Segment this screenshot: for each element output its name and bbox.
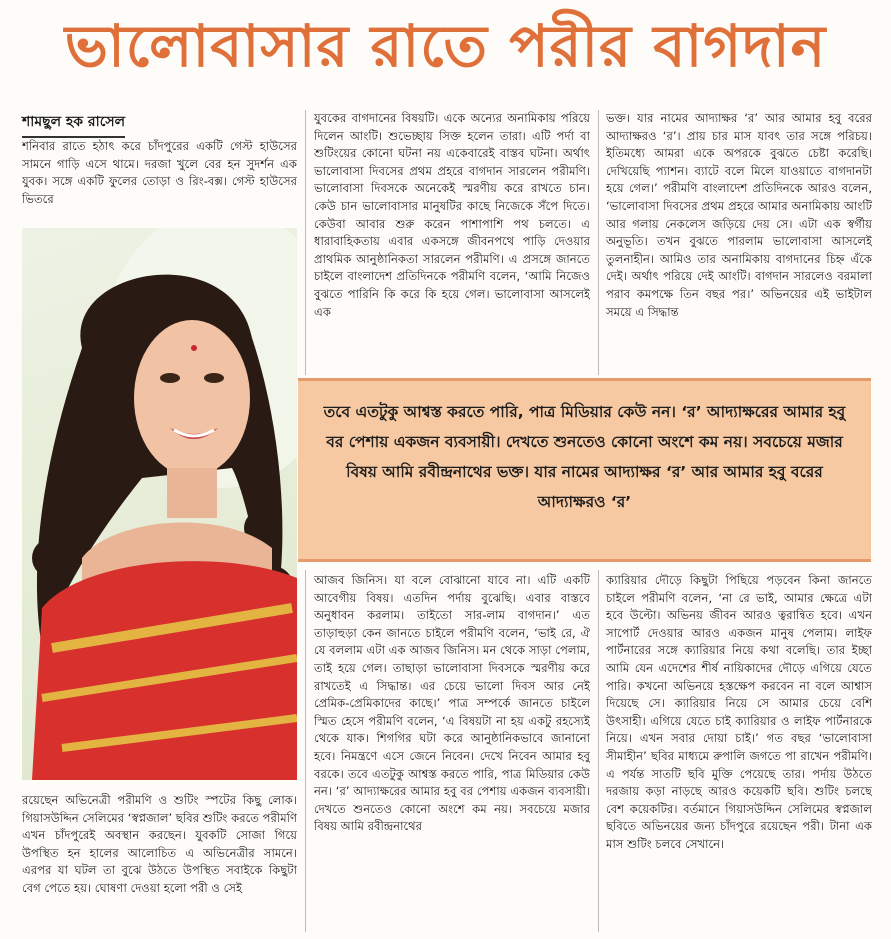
column-divider [305,110,306,375]
article-paragraph: ভক্ত। যার নামের আদ্যাক্ষর ‘র’ আর আমার হবু বরের আদ্যাক্ষরও ‘র’। প্রায় চার মাস যাবৎ তার সঙ্গে পরিচয়। ইতিমধ্যে আমরা একে অপরকে বুঝতে চেষ্টা করেছি। দেখিয়েছি প্যাশন। ব্যাটে বলে মিলে যাওয়াতে বাগদানটা হয়ে গেল।’ পরীমণি বাংলাদেশ প্রতিদিনকে আরও বলেন, ‘ভালোবাসা দিবসের প্রথম প্রহরে আমার অনামিকায় আংটি আর গলায় নেকলেস জড়িয়ে দেয় সে। এটা এক স্বর্গীয় অনুভূতি। তখন বুঝতে পারলাম ভালোবাসা আসলেই তুলনাহীন। আমিও তার অনামিকায় বাগদানের চিহ্ন এঁকে দেই। অর্থাৎ পরিয়ে দেই আংটি। বাগদান সারলেও বরমালা পরাব কমপক্ষে তিন বছর পর।’ অভিনয়ের এই ভাইটাল সময়ে এ সিদ্ধান্ত [606,111,872,319]
article-paragraph: যুবকের বাগদানের বিষয়টি। একে অন্যের অনামিকায় পরিয়ে দিলেন আংটি। শুভেচ্ছায় সিক্ত হলেন তারা। এটি পর্দা বা শুটিংয়ের কোনো ঘটনা নয় একেবারেই বাস্তব ঘটনা। অর্থাৎ ভালোবাসা দিবসের প্রথম প্রহরে বাগদান সারলেন পরীমণি। ভালোবাসা দিবসকে অনেকেই স্মরণীয় করে রাখতে চান। কেউ চান ভালোবাসার মানুষটির কাছে নিজেকে সঁপে দিতে। কেউবা আবার শুরু করেন পাশাপাশি পথ চলতে। এ ধারাবাহিকতায় এবার একসঙ্গে জীবনপথে পাড়ি দেওয়ার প্রাথমিক আনুষ্ঠানিকতা সারলেন পরীমণি। এ প্রসঙ্গে জানতে চাইলে বাংলাদেশ প্রতিদিনকে পরীমণি বলেন, ‘আমি নিজেও বুঝতে পারিনি কি করে কি হয়ে গেল। ভালোবাসা আসলেই এক [314,111,590,319]
column-3-top [606,110,872,374]
article-paragraph: রয়েছেন অভিনেত্রী পরীমণি ও শুটিং স্পটের কিছু লোক। গিয়াসউদ্দিন সেলিমের ‘স্বপ্নজাল’ ছবির শুটিং করতে পরীমণি এখন চাঁদপুরেই অবস্থান করছেন। যুবকটি সোজা গিয়ে উপস্থিত হন হালের আলোচিত এ অভিনেত্রীর সামনে। এরপর যা ঘটল তা বুঝে উঠতে উপস্থিত সবাইকে কিছুটা বেগ পেতে হয়। ঘোষণা দেওয়া হলো পরী ও সেই [22,793,297,895]
column-divider [598,110,599,375]
column-2-bottom [314,572,590,932]
portrait-illustration [22,228,297,780]
pull-quote: তবে এতটুকু আশ্বস্ত করতে পারি, পাত্র মিডিয়ার কেউ নন। ‘র’ আদ্যাক্ষরের আমার হবু বর পেশায় একজন ব্যবসায়ী। দেখতে শুনতেও কোনো অংশে কম নয়। সবচেয়ে মজার বিষয় আমি রবীন্দ্রনাথের ভক্ত। যার নামের আদ্যাক্ষর ‘র’ আর আমার হবু বরের আদ্যাক্ষরও ‘র’ [298,378,871,562]
column-3-bottom [606,572,872,932]
column-divider [305,570,306,932]
article-paragraph: ক্যারিয়ার দৌড়ে কিছুটা পিছিয়ে পড়বেন কিনা জানতে চাইলে পরীমণি বলেন, ‘না রে ভাই, আমার ক্ষেত্রে এটা হবে উল্টো। অভিনয় জীবন আরও ত্বরান্বিত হবে। এখন সাপোর্ট দেওয়ার আরও একজন মানুষ পেলাম। লাইফ পার্টনারের সঙ্গে ক্যারিয়ার নিয়ে কথা বলেছি। তার ইচ্ছা আমি যেন এদেশের শীর্ষ নায়িকাদের দৌড়ে এগিয়ে যেতে পারি। কখনো অভিনয়ে হস্তক্ষেপ করবেন না বলে আশ্বাস দিয়েছে সে। ক্যারিয়ার নিয়ে সে আমার চেয়ে বেশি উৎসাহী। এগিয়ে যেতে চাই ক্যারিয়ার ও লাইফ পার্টনারকে নিয়ে। এখন সবার দোয়া চাই।’ গত বছর ‘ভালোবাসা সীমাহীন’ ছবির মাধ্যমে রুপালি জগতে পা রাখেন পরীমণি। এ পর্যন্ত সাতটি ছবি মুক্তি পেয়েছে তার। পর্দায় উঠতে দরজায় কড়া নাড়ছে আরও কয়েকটি ছবি। শুটিং চলছে বেশ কয়েকটির। বর্তমানে গিয়াসউদ্দিন সেলিমের স্বপ্নজাল ছবিতে অভিনয়ের জন্য চাঁদপুরে রয়েছেন পরী। টানা এক মাস শুটিং চলবে সেখানে। [606,573,872,851]
article-paragraph: শনিবার রাতে হঠাৎ করে চাঁদপুরের একটি গেস্ট হাউসের সামনে গাড়ি এসে থামে। দরজা খুলে বের হন সুদর্শন এক যুবক। সঙ্গে একটি ফুলের তোড়া ও রিং-বক্স। গেস্ট হাউসের ভিতরে [22,139,297,206]
headline: ভালোবাসার রাতে পরীর বাগদান [64,12,827,80]
byline: শামছুল হক রাসেল [22,110,125,138]
column-1-top [22,138,297,224]
article-paragraph: আজব জিনিস। যা বলে বোঝানো যাবে না। এটি একটি আবেগীয় বিষয়। এতদিন পর্দায় বুঝেছি। এবার বাস্তবে অনুধাবন করলাম। তাইতো সার-লাম বাগদান।’ এত তাড়াহুড়া কেন জানতে চাইলে পরীমণি বলেন, ‘ভাই রে, ঐ যে বললাম এটা এক আজব জিনিস। মন থেকে সাড়া পেলাম, তাই হয়ে গেল। তাছাড়া ভালোবাসা দিবসকে স্মরণীয় করে রাখতেই এ সিদ্ধান্ত। এর চেয়ে ভালো দিবস আর নেই প্রেমিক-প্রেমিকাদের কাছে।’ পাত্র সম্পর্কে জানতে চাইলে স্মিত হেসে পরীমণি বলেন, ‘এ বিষয়টা না হয় একটু রহস্যেই থেকে যাক। শিগগির ঘটা করে আনুষ্ঠানিকভাবে জানানো হবে। নিমন্ত্রণে এসে জেনে নিবেন। দেখে নিবেন আমার হবু বরকে। তবে এতটুকু আশ্বস্ত করতে পারি, পাত্র মিডিয়ার কেউ নন। ‘র’ আদ্যাক্ষরের আমার হবু বর পেশায় একজন ব্যবসায়ী। দেখতে শুনতেও কোনো অংশে কম নয়। সবচেয়ে মজার বিষয় আমি রবীন্দ্রনাথের [314,573,590,834]
column-2-top [314,110,590,374]
actress-photo [22,228,297,780]
column-1-bottom [22,792,297,932]
column-divider [598,570,599,932]
